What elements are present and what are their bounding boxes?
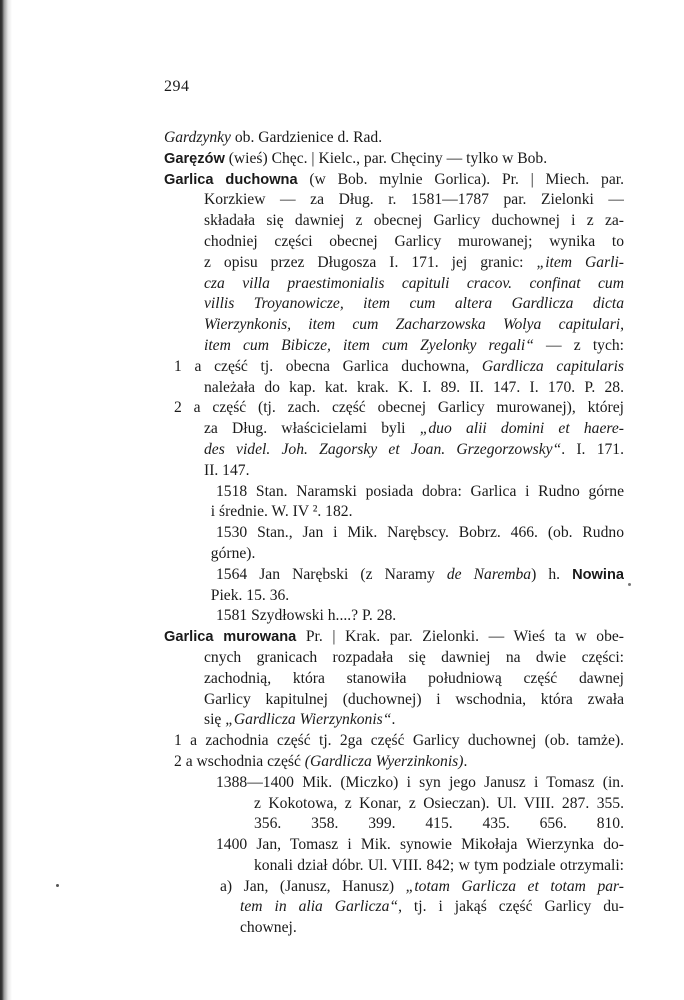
text-line: villis Troyanowicze, item cum altera Gardlicza dicta <box>204 295 624 313</box>
text-line: 1 a zachodnia część tj. 2ga część Garlicy duchownej (ob. tamże). <box>174 732 624 750</box>
text-line: 2 a wschodnia część (Gardlicza Wyerzinkonis). <box>174 752 468 770</box>
text-line: Garęzów (wieś) Chęc. | Kielc., par. Chęciny — tylko w Bob. <box>164 149 548 167</box>
text-line: składała się dawniej z obecnej Garlicy duchownej i z za- <box>204 212 624 230</box>
text-line: z Kokotowa, z Konar, z Osieczan). Ul. VIII. 287. 355. <box>254 794 624 812</box>
text-line: Korzkiew — za Dług. r. 1581—1787 par. Zielonki — <box>204 191 624 209</box>
text-line: tem in alia Garlicza“, tj. i jakąś część Garlicy du- <box>240 898 624 916</box>
text-line: II. 147. <box>204 461 250 479</box>
text-line: 2 a część (tj. zach. część obecnej Garlicy murowanej), której <box>174 399 624 417</box>
text-line: Garlica murowana Pr. | Krak. par. Zielonki. — Wieś ta w obe- <box>164 628 624 646</box>
text-line: konali dział dóbr. Ul. VIII. 842; w tym podziale otrzymali: <box>254 856 624 874</box>
text-line: Piek. 15. 36. <box>164 586 290 604</box>
text-line: za Dług. właścicielami byli „duo alii domini et haere- <box>204 420 624 438</box>
text-line: 1388—1400 Mik. (Miczko) i syn jego Janusz i Tomasz (in. <box>216 773 624 791</box>
text-line: 1400 Jan, Tomasz i Mik. synowie Mikołaja Wierzynka do- <box>216 836 624 854</box>
text-line: cza villa praestimonialis capituli cracov. confinat cum <box>204 274 624 292</box>
text-line: 1564 Jan Narębski (z Naramy de Naremba) h. Nowina <box>216 565 624 583</box>
text-line: zachodnią, która stanowiła południową część dawnej <box>204 669 624 687</box>
text-line: i średnie. W. IV ². 182. <box>164 503 353 521</box>
text-line: a) Jan, (Janusz, Hanusz) „totam Garlicza et totam par- <box>220 877 624 895</box>
text-line: chownej. <box>240 919 297 937</box>
text-line: 1581 Szydłowski h....? P. 28. <box>216 607 397 625</box>
text-line: górne). <box>164 544 256 562</box>
text-line: item cum Bibicze, item cum Zyelonky regali“ — z tych: <box>204 336 624 354</box>
text-line: cnych granicach rozpadała się dawniej na dwie części: <box>204 648 624 666</box>
text-line: 1 a część tj. obecna Garlica duchowna, Gardlicza capitularis <box>174 357 624 375</box>
text-line: 1530 Stan., Jan i Mik. Narębscy. Bobrz. 466. (ob. Rudno <box>216 524 624 542</box>
page-number: 294 <box>164 78 190 95</box>
text-line: 356. 358. 399. 415. 435. 656. 810. <box>254 815 624 833</box>
text-line: należała do kap. kat. krak. K. I. 89. II. 147. I. 170. P. 28. <box>204 378 624 396</box>
text-line: się „Gardlicza Wierzynkonis“. <box>204 711 396 729</box>
text-line: 1518 Stan. Naramski posiada dobra: Garlica i Rudno górne <box>216 482 624 500</box>
text-line: z opisu przez Długosza I. 171. jej granic: „item Garli- <box>204 253 624 271</box>
scan-speck <box>628 583 631 586</box>
dictionary-text <box>164 128 624 939</box>
text-line: des videl. Joh. Zagorsky et Joan. Grzegorzowsky“. I. 171. <box>204 440 624 458</box>
page-binding-edge <box>0 0 12 1000</box>
text-line: Gardzynky ob. Gardzienice d. Rad. <box>164 129 383 146</box>
scan-speck <box>56 884 59 887</box>
text-line: Wierzynkonis, item cum Zacharzowska Wolya capitulari, <box>204 316 624 334</box>
text-line: Garlicy kapitulnej (duchownej) i wschodnia, która zwała <box>204 690 624 708</box>
text-line: chodniej części obecnej Garlicy murowanej; wynika to <box>204 232 624 250</box>
text-line: Garlica duchowna (w Bob. mylnie Gorlica). Pr. | Miech. par. <box>164 170 624 188</box>
